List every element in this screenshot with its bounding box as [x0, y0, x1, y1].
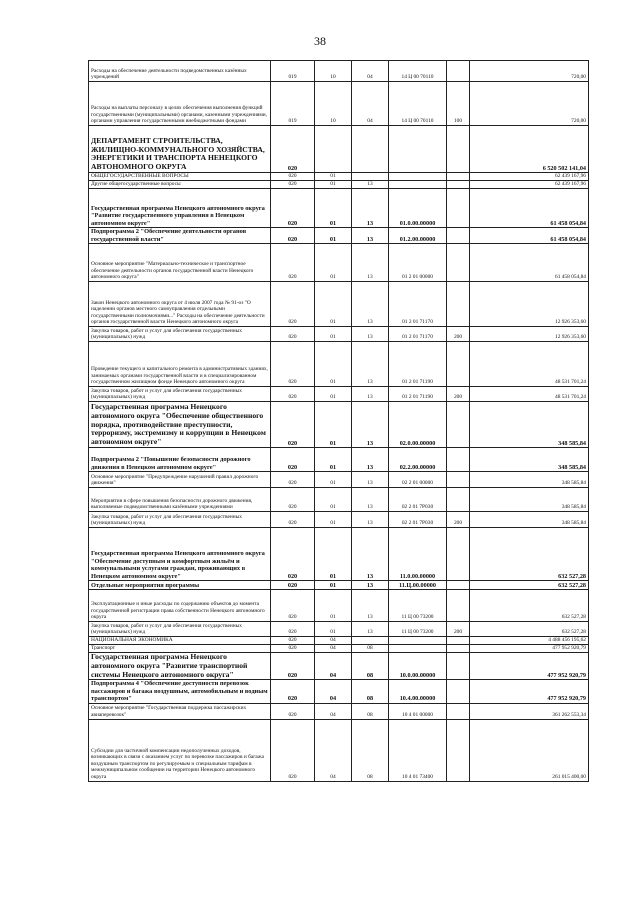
- row-pr: 08: [352, 653, 389, 680]
- row-name: Закупка товаров, работ и услуг для обеспечения государственных (муниципальных) нужд: [89, 622, 271, 637]
- row-rz: 01: [315, 181, 352, 189]
- row-name: Другие общегосударственные вопросы: [89, 181, 271, 189]
- table-row: [89, 512, 589, 528]
- table-row: [89, 61, 589, 82]
- row-rz: 01: [315, 342, 352, 387]
- row-pr: 13: [352, 342, 389, 387]
- row-name: Субсидии для частичной компенсации недополученных доходов, возникающих в связи с оказанием услуг по перевозке пассажиров и багажа воздушным транспортом по регулируемым и специальным тарифам в межмуниципальном сообщении на территории Ненецкого автономного округа: [89, 719, 271, 781]
- row-gr: 020: [271, 342, 315, 387]
- row-name: Основное мероприятие "Государственная поддержка пассажирских авиаперевозок": [89, 703, 271, 719]
- row-amount: 348 585,84: [470, 402, 589, 448]
- row-csr: 02.0.00.00000: [389, 402, 447, 448]
- row-vr: [447, 228, 470, 244]
- row-gr: 020: [271, 680, 315, 703]
- row-amount: 61 458 054,84: [470, 189, 589, 228]
- table-row: [89, 703, 589, 719]
- page-number: 38: [314, 34, 326, 48]
- row-pr: 13: [352, 512, 389, 528]
- row-gr: 020: [271, 472, 315, 488]
- row-vr: [447, 590, 470, 622]
- row-pr: 04: [352, 82, 389, 126]
- row-rz: 01: [315, 512, 352, 528]
- row-pr: 08: [352, 680, 389, 703]
- row-name: Расходы на обеспечение деятельности подведомственных казённых учреждений: [89, 61, 271, 82]
- row-vr: 200: [447, 327, 470, 342]
- row-pr: 13: [352, 327, 389, 342]
- row-name: Подпрограмма 2 "Повышение безопасности дорожного движения в Ненецком автономном округе": [89, 448, 271, 472]
- row-amount: 477 952 920,79: [470, 653, 589, 680]
- row-pr: 13: [352, 402, 389, 448]
- row-vr: 200: [447, 387, 470, 402]
- row-csr: 14 Ц 00 70110: [389, 61, 447, 82]
- row-name: Государственная программа Ненецкого автономного округа "Развитие государственного управления в Ненецком автономном округе": [89, 189, 271, 228]
- table-row: [89, 82, 589, 126]
- row-rz: [315, 126, 352, 173]
- table-row: [89, 488, 589, 512]
- row-gr: 020: [271, 448, 315, 472]
- table-row: [89, 228, 589, 244]
- row-csr: 01 2 01 71190: [389, 342, 447, 387]
- row-amount: 632 527,28: [470, 581, 589, 590]
- row-gr: 019: [271, 61, 315, 82]
- row-csr: [389, 126, 447, 173]
- row-gr: 020: [271, 512, 315, 528]
- row-csr: 10 4 01 00000: [389, 703, 447, 719]
- row-rz: 04: [315, 637, 352, 645]
- row-name: Государственная программа Ненецкого автономного округа "Обеспечение общественного порядка, противодействие преступности, терроризму, экстремизму и коррупции в Ненецком автономном округе": [89, 402, 271, 448]
- row-pr: 13: [352, 590, 389, 622]
- row-amount: 4 488 456 195,62: [470, 637, 589, 645]
- row-name: НАЦИОНАЛЬНАЯ ЭКОНОМИКА: [89, 637, 271, 645]
- row-rz: 01: [315, 244, 352, 282]
- row-pr: 13: [352, 448, 389, 472]
- row-name: ОБЩЕГОСУДАРСТВЕННЫЕ ВОПРОСЫ: [89, 173, 271, 181]
- row-csr: 02 2 01 7Р030: [389, 512, 447, 528]
- row-amount: 6 520 502 141,04: [470, 126, 589, 173]
- row-amount: 477 952 920,79: [470, 680, 589, 703]
- table-row: [89, 282, 589, 327]
- row-csr: 01 2 01 71190: [389, 387, 447, 402]
- row-vr: [447, 472, 470, 488]
- row-amount: 632 527,28: [470, 528, 589, 581]
- row-amount: 62 439 167,96: [470, 173, 589, 181]
- row-name: Эксплуатационные и иные расходы по содержанию объектов до момента государственной регистрации права собственности Ненецкого автономного округа: [89, 590, 271, 622]
- row-name: Закон Ненецкого автономного округа от 4 июля 2007 года № 91-оз "О наделении органов местного самоуправления отдельными государственными полномочиями..." Расходы на обеспечение деятельности органов государственной власти Ненецкого автономного округа: [89, 282, 271, 327]
- row-csr: 01 2 01 00000: [389, 244, 447, 282]
- row-csr: 02 2 01 00000: [389, 472, 447, 488]
- row-pr: 08: [352, 703, 389, 719]
- table-row: [89, 181, 589, 189]
- row-csr: [389, 645, 447, 653]
- row-pr: 08: [352, 719, 389, 781]
- row-gr: 020: [271, 488, 315, 512]
- row-pr: [352, 126, 389, 173]
- row-amount: 61 458 054,84: [470, 228, 589, 244]
- row-csr: 11.0.00.00000: [389, 528, 447, 581]
- table-row: [89, 342, 589, 387]
- row-name: Основное мероприятие "Предупреждение нарушений правил дорожного движения": [89, 472, 271, 488]
- table-row: [89, 581, 589, 590]
- row-vr: [447, 645, 470, 653]
- row-pr: 08: [352, 645, 389, 653]
- row-vr: 200: [447, 512, 470, 528]
- row-pr: 13: [352, 472, 389, 488]
- row-rz: 04: [315, 653, 352, 680]
- row-gr: 020: [271, 126, 315, 173]
- row-rz: 04: [315, 645, 352, 653]
- row-csr: 11 Ц 00 73200: [389, 622, 447, 637]
- row-name: Государственная программа Ненецкого автономного округа "Развитие транспортной системы Ненецкого автономного округа": [89, 653, 271, 680]
- row-vr: [447, 680, 470, 703]
- row-pr: [352, 637, 389, 645]
- row-vr: [447, 61, 470, 82]
- row-gr: 020: [271, 387, 315, 402]
- row-vr: [447, 581, 470, 590]
- row-gr: 020: [271, 228, 315, 244]
- row-gr: 020: [271, 622, 315, 637]
- row-amount: 361 262 553,34: [470, 703, 589, 719]
- row-vr: [447, 448, 470, 472]
- row-gr: 020: [271, 402, 315, 448]
- row-amount: 12 926 353,60: [470, 282, 589, 327]
- row-amount: 348 585,84: [470, 488, 589, 512]
- row-amount: 720,00: [470, 61, 589, 82]
- row-gr: 020: [271, 653, 315, 680]
- table-row: [89, 680, 589, 703]
- row-pr: 13: [352, 282, 389, 327]
- row-rz: 01: [315, 622, 352, 637]
- row-gr: 020: [271, 244, 315, 282]
- row-gr: 020: [271, 703, 315, 719]
- row-gr: 020: [271, 173, 315, 181]
- row-pr: 13: [352, 622, 389, 637]
- row-rz: 01: [315, 402, 352, 448]
- row-csr: 10.4.00.00000: [389, 680, 447, 703]
- row-gr: 019: [271, 82, 315, 126]
- row-pr: 04: [352, 61, 389, 82]
- row-vr: [447, 637, 470, 645]
- table-row: [89, 622, 589, 637]
- table-row: [89, 327, 589, 342]
- row-rz: 01: [315, 189, 352, 228]
- table-row: [89, 126, 589, 173]
- row-csr: 02.2.00.00000: [389, 448, 447, 472]
- row-amount: 261 015 400,00: [470, 719, 589, 781]
- row-csr: 11 Ц 00 73200: [389, 590, 447, 622]
- row-vr: [447, 189, 470, 228]
- row-rz: 01: [315, 581, 352, 590]
- row-name: Основное мероприятие "Материально-техническое и транспортное обеспечение деятельности органов государственной власти Ненецкого автономного округа": [89, 244, 271, 282]
- row-amount: 48 531 701,24: [470, 387, 589, 402]
- row-rz: 01: [315, 173, 352, 181]
- row-vr: 200: [447, 622, 470, 637]
- row-name: Закупка товаров, работ и услуг для обеспечения государственных (муниципальных) нужд: [89, 327, 271, 342]
- row-csr: 01 2 01 71170: [389, 282, 447, 327]
- row-amount: 720,00: [470, 82, 589, 126]
- row-csr: 14 Ц 00 70110: [389, 82, 447, 126]
- row-vr: [447, 653, 470, 680]
- table-row: [89, 244, 589, 282]
- row-gr: 020: [271, 181, 315, 189]
- row-vr: [447, 488, 470, 512]
- row-pr: 13: [352, 528, 389, 581]
- row-gr: 020: [271, 637, 315, 645]
- row-gr: 020: [271, 528, 315, 581]
- row-pr: 13: [352, 387, 389, 402]
- row-vr: [447, 528, 470, 581]
- row-vr: [447, 244, 470, 282]
- row-gr: 020: [271, 189, 315, 228]
- row-vr: [447, 181, 470, 189]
- row-amount: 48 531 701,24: [470, 342, 589, 387]
- row-rz: 01: [315, 282, 352, 327]
- row-rz: 01: [315, 528, 352, 581]
- row-rz: 04: [315, 680, 352, 703]
- row-name: Транспорт: [89, 645, 271, 653]
- row-amount: 632 527,28: [470, 590, 589, 622]
- table-row: [89, 472, 589, 488]
- row-amount: 348 585,84: [470, 448, 589, 472]
- table-row: [89, 173, 589, 181]
- row-csr: [389, 637, 447, 645]
- row-name: Проведение текущего и капитального ремонта в административных зданиях, занимаемых органами государственной власти и в специализированном государственном жилищном фонде Ненецкого автономного округа: [89, 342, 271, 387]
- table-row: [89, 528, 589, 581]
- row-vr: [447, 703, 470, 719]
- table-row: [89, 590, 589, 622]
- row-rz: 04: [315, 719, 352, 781]
- row-pr: 13: [352, 181, 389, 189]
- row-vr: [447, 173, 470, 181]
- row-csr: 01 2 01 71170: [389, 327, 447, 342]
- row-name: Закупка товаров, работ и услуг для обеспечения государственных (муниципальных) нужд: [89, 512, 271, 528]
- row-name: Подпрограмма 4 "Обеспечение доступности перевозок пассажиров и багажа воздушным, автомобильным и водным транспортом": [89, 680, 271, 703]
- row-gr: 020: [271, 645, 315, 653]
- row-name: Государственная программа Ненецкого автономного округа "Обеспечение доступным и комфортным жильём и коммунальными услугами граждан, проживающих в Ненецком автономном округе": [89, 528, 271, 581]
- row-vr: [447, 342, 470, 387]
- row-gr: 020: [271, 327, 315, 342]
- budget-table: [88, 60, 589, 782]
- row-csr: 11.Ц.00.00000: [389, 581, 447, 590]
- row-pr: 13: [352, 581, 389, 590]
- table-row: [89, 645, 589, 653]
- row-rz: 10: [315, 82, 352, 126]
- row-csr: [389, 181, 447, 189]
- row-name: Мероприятия в сфере повышения безопасности дорожного движения, выполняемые подведомственными казёнными учреждениями: [89, 488, 271, 512]
- row-csr: 10.0.00.00000: [389, 653, 447, 680]
- row-vr: [447, 126, 470, 173]
- row-csr: [389, 173, 447, 181]
- table-row: [89, 402, 589, 448]
- row-amount: 632 527,28: [470, 622, 589, 637]
- row-pr: 13: [352, 488, 389, 512]
- row-csr: 01.2.00.00000: [389, 228, 447, 244]
- row-vr: [447, 719, 470, 781]
- row-amount: 61 458 054,84: [470, 244, 589, 282]
- table-row: [89, 637, 589, 645]
- row-rz: 04: [315, 703, 352, 719]
- row-amount: 348 585,84: [470, 512, 589, 528]
- row-gr: 020: [271, 719, 315, 781]
- row-rz: 01: [315, 327, 352, 342]
- row-pr: 13: [352, 244, 389, 282]
- row-gr: 020: [271, 282, 315, 327]
- row-rz: 01: [315, 387, 352, 402]
- row-name: Закупка товаров, работ и услуг для обеспечения государственных (муниципальных) нужд: [89, 387, 271, 402]
- row-csr: 10 4 01 73400: [389, 719, 447, 781]
- row-name: ДЕПАРТАМЕНТ СТРОИТЕЛЬСТВА, ЖИЛИЩНО-КОММУНАЛЬНОГО ХОЗЯЙСТВА, ЭНЕРГЕТИКИ И ТРАНСПОРТА НЕНЕЦКОГО АВТОНОМНОГО ОКРУГА: [89, 126, 271, 173]
- row-gr: 020: [271, 581, 315, 590]
- row-csr: 02 2 01 7Р030: [389, 488, 447, 512]
- table-row: [89, 448, 589, 472]
- row-amount: 62 439 167,96: [470, 181, 589, 189]
- table-row: [89, 189, 589, 228]
- row-rz: 10: [315, 61, 352, 82]
- row-rz: 01: [315, 472, 352, 488]
- table-row: [89, 387, 589, 402]
- table-row: [89, 719, 589, 781]
- row-vr: [447, 282, 470, 327]
- row-vr: [447, 402, 470, 448]
- row-rz: 01: [315, 228, 352, 244]
- row-name: Подпрограмма 2 "Обеспечение деятельности органов государственной власти": [89, 228, 271, 244]
- row-rz: 01: [315, 448, 352, 472]
- row-csr: 01.0.00.00000: [389, 189, 447, 228]
- row-amount: 348 585,84: [470, 472, 589, 488]
- row-gr: 020: [271, 590, 315, 622]
- row-amount: 12 926 353,60: [470, 327, 589, 342]
- row-pr: 13: [352, 189, 389, 228]
- row-pr: 13: [352, 228, 389, 244]
- row-amount: 477 952 920,79: [470, 645, 589, 653]
- row-name: Отдельные мероприятия программы: [89, 581, 271, 590]
- row-rz: 01: [315, 488, 352, 512]
- row-name: Расходы на выплаты персоналу в целях обеспечения выполнения функций государственными (муниципальными) органами, казенными учреждениями, органами управления государственными внебюджетными фондами: [89, 82, 271, 126]
- table-row: [89, 653, 589, 680]
- row-pr: [352, 173, 389, 181]
- row-vr: 100: [447, 82, 470, 126]
- row-rz: 01: [315, 590, 352, 622]
